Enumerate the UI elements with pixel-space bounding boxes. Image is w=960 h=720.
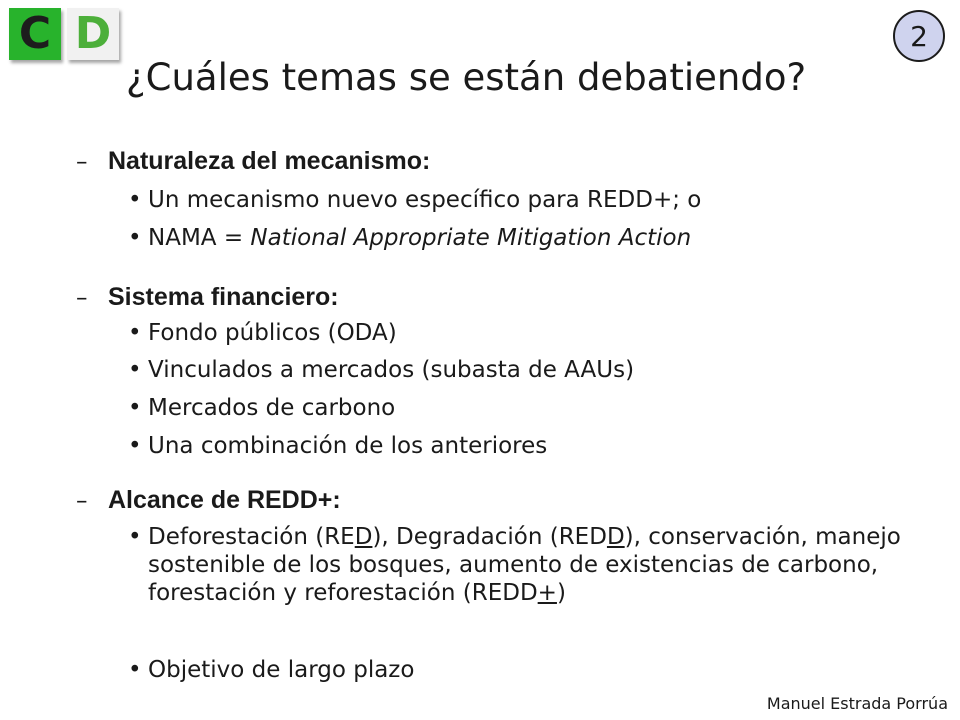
list-item <box>128 523 928 607</box>
list-item-text: Vinculados a mercados (subasta de AAUs) <box>148 357 635 383</box>
list-item <box>128 224 928 252</box>
bullet-icon: • <box>128 225 142 251</box>
section-heading-text: Naturaleza del mecanismo: <box>108 147 431 175</box>
underlined-letter: D <box>606 524 625 550</box>
list-item-text: Objetivo de largo plazo <box>148 657 415 683</box>
list-item <box>128 432 928 460</box>
list-item-text: Una combinación de los anteriores <box>148 433 548 459</box>
bullet-icon: • <box>128 524 142 550</box>
underlined-letter: D <box>354 524 373 550</box>
text-run: ), conservación, manejo sostenible de los bosques, aumento de existencias de carbono, forestación y reforestación (REDD <box>148 524 901 606</box>
nama-expansion: National Appropriate Mitigation Action <box>250 225 692 251</box>
dash-marker: – <box>76 285 88 311</box>
list-item <box>128 394 928 422</box>
bullet-icon: • <box>128 320 142 346</box>
bullet-icon: • <box>128 657 142 683</box>
logo-letter-c: C <box>18 8 52 59</box>
list-item-text: Fondo públicos (ODA) <box>148 320 397 346</box>
list-item <box>128 356 928 384</box>
bullet-icon: • <box>128 357 142 383</box>
dash-marker: – <box>76 488 88 514</box>
section-heading <box>76 486 341 515</box>
section-heading <box>76 147 430 176</box>
nama-prefix: NAMA = <box>148 225 251 251</box>
text-run: Deforestación (RE <box>148 524 355 550</box>
author-footer: Manuel Estrada Porrúa <box>766 694 948 713</box>
section-heading-text: Sistema financiero: <box>108 283 339 311</box>
section-heading <box>76 283 339 312</box>
slide-title: ¿Cuáles temas se están debatiendo? <box>126 56 807 99</box>
logo-letter-d: D <box>74 8 112 59</box>
list-item-text <box>148 224 928 252</box>
list-item-text <box>148 523 918 607</box>
dash-marker: – <box>76 149 88 175</box>
list-item-text: Un mecanismo nuevo específico para REDD+; o <box>148 187 702 213</box>
text-run: ) <box>556 580 566 606</box>
page-number: 2 <box>910 19 928 53</box>
list-item <box>128 186 928 214</box>
section-heading-text: Alcance de REDD+: <box>108 486 341 514</box>
list-item <box>128 319 928 347</box>
underlined-plus: + <box>537 580 557 606</box>
text-run: ), Degradación (RED <box>372 524 607 550</box>
bullet-icon: • <box>128 395 142 421</box>
list-item <box>128 656 928 684</box>
bullet-icon: • <box>128 187 142 213</box>
bullet-icon: • <box>128 433 142 459</box>
list-item-text: Mercados de carbono <box>148 395 396 421</box>
